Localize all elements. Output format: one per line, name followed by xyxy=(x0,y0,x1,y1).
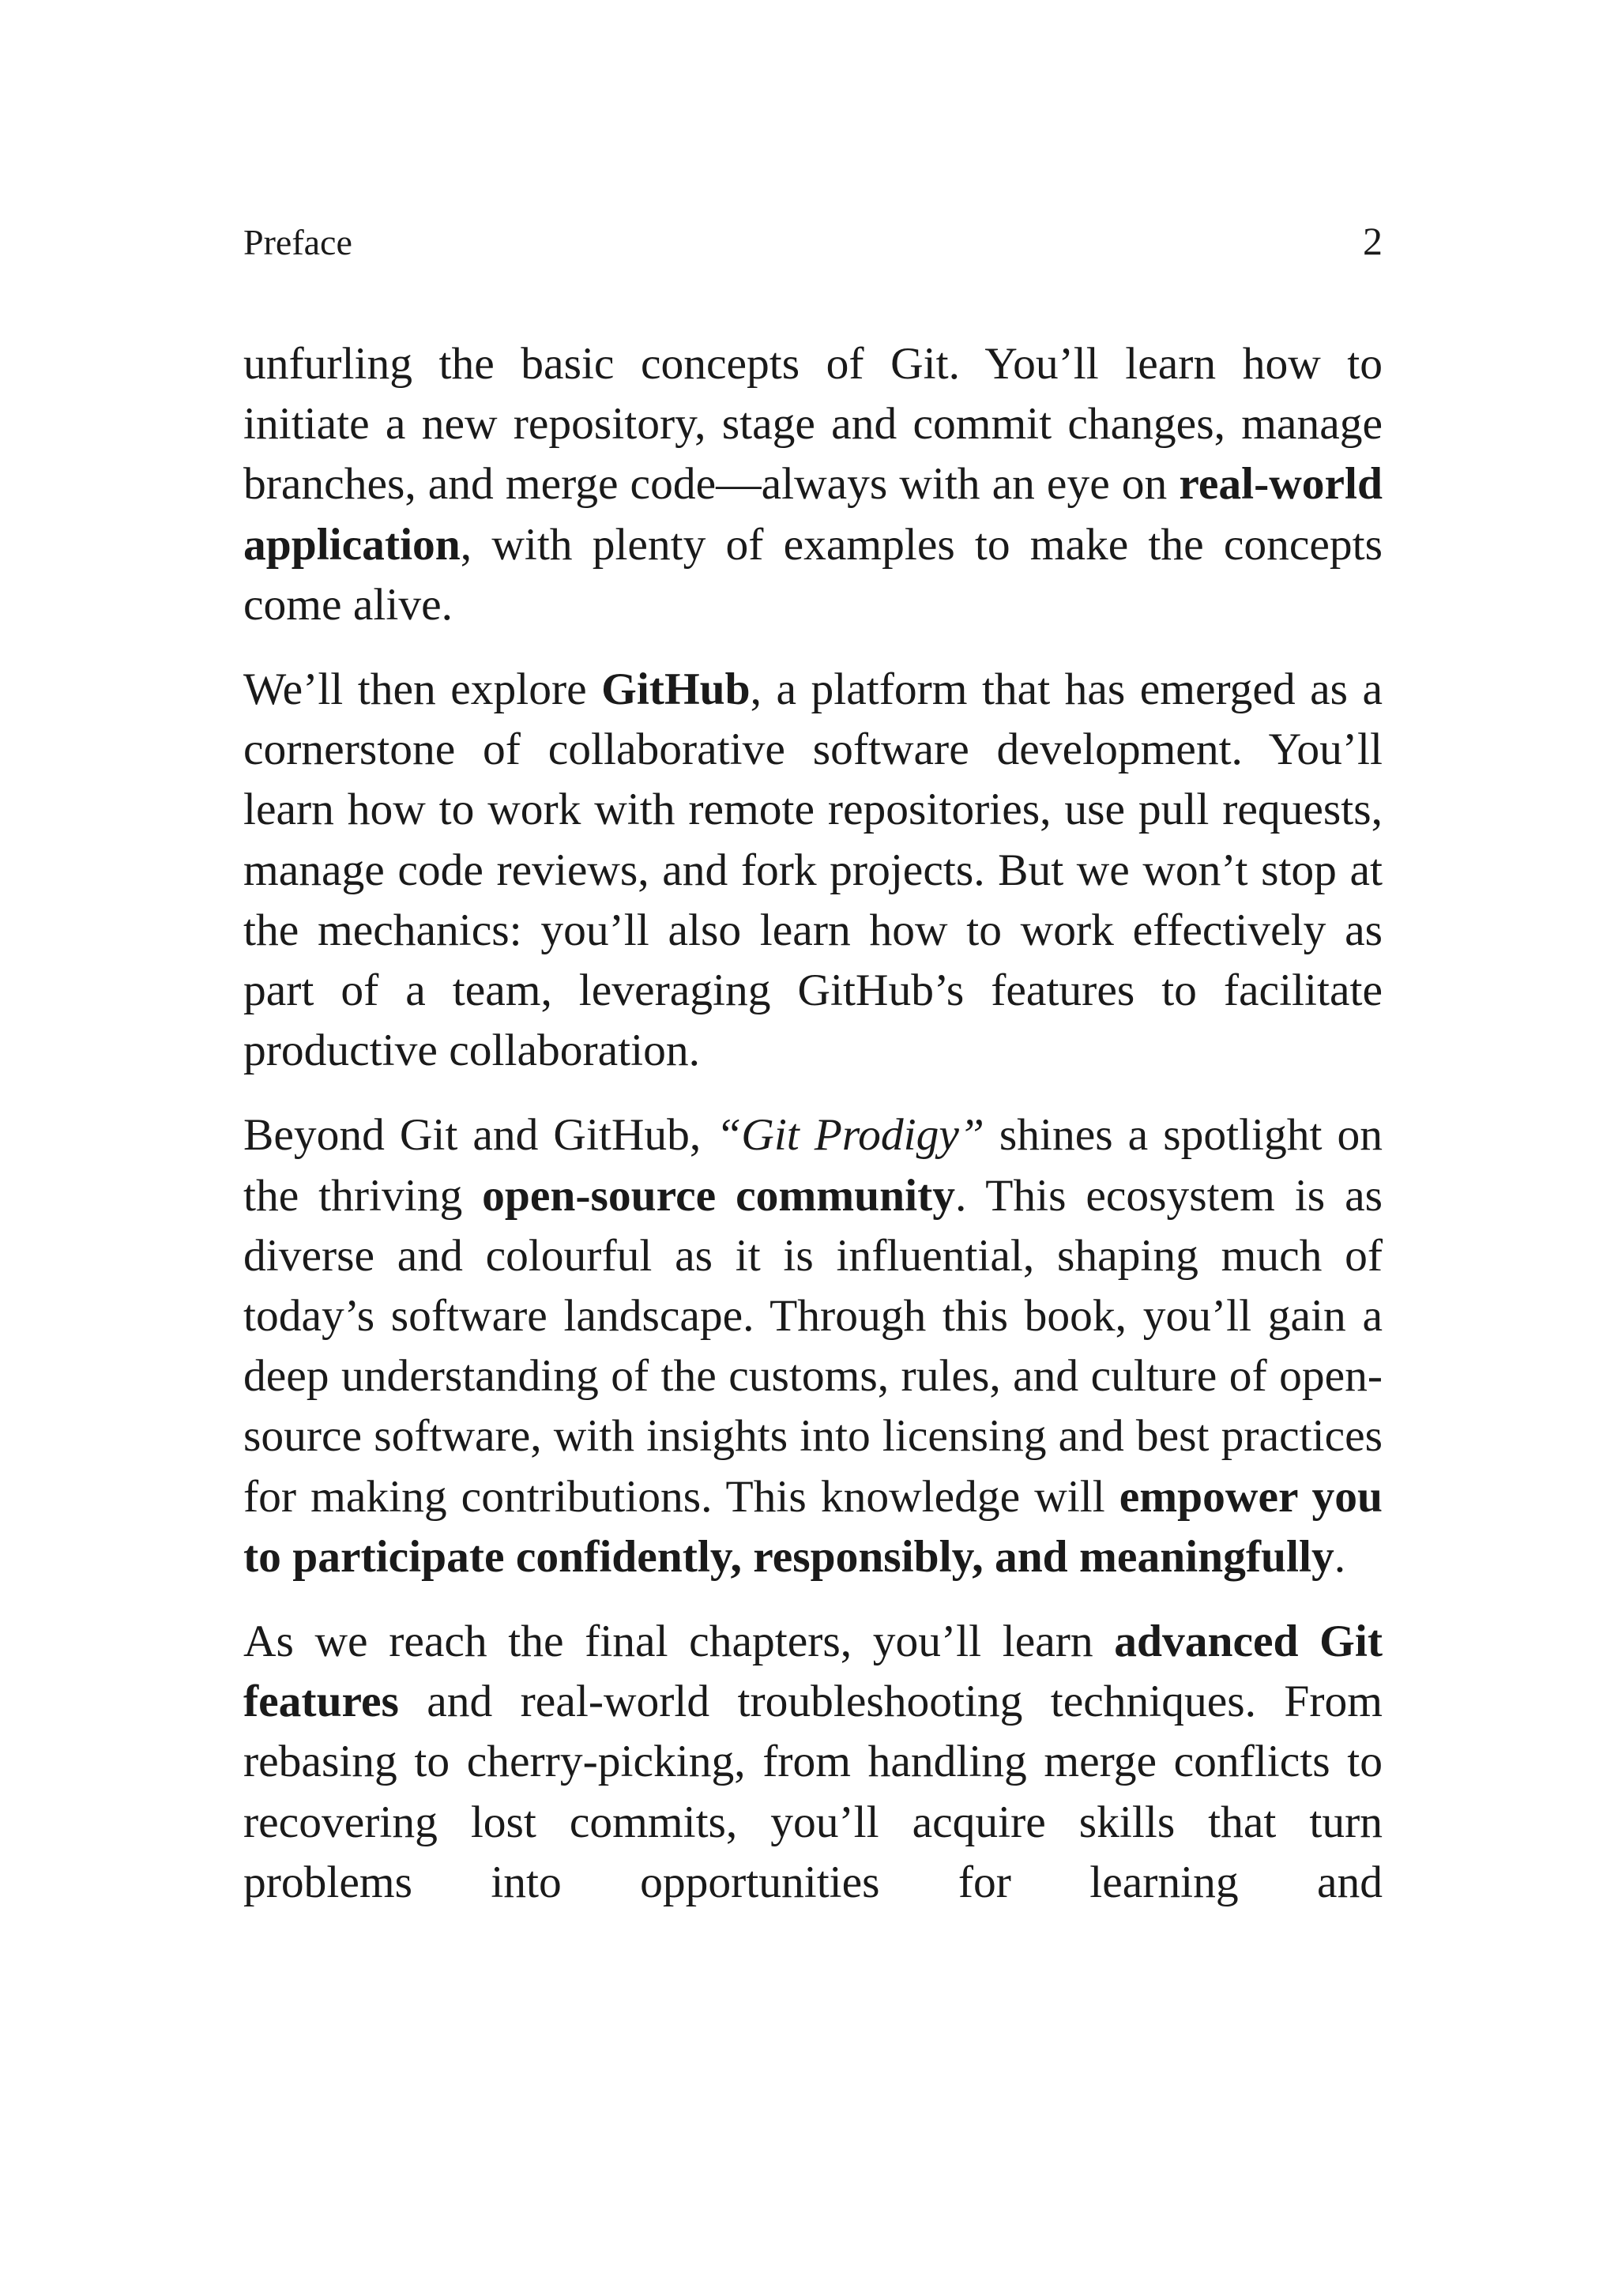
bold-punctuation: , xyxy=(972,1531,995,1582)
bold-phrase: GitHub xyxy=(601,664,751,715)
page-number: 2 xyxy=(1363,219,1383,263)
body-text xyxy=(243,334,1383,1937)
bold-punctuation: , xyxy=(730,1531,754,1582)
text-run: Beyond Git and GitHub, xyxy=(243,1110,717,1161)
bold-phrase: open-source community xyxy=(482,1170,955,1221)
text-run: We’ll then explore xyxy=(243,664,602,715)
text-run: and real-world troubleshooting techniques. From rebasing to cherry-picking, from handling merge conflicts to recovering lost commits, you’ll acquire skills that turn problems into opportunities for learning and xyxy=(243,1677,1383,1907)
running-header xyxy=(243,217,1383,265)
text-run: unfurling the basic concepts of Git. You’ll learn how to initiate a new repository, stage and commit changes, manage branches, and merge code—always with an eye on xyxy=(243,339,1383,510)
bold-phrase: and meaningfully xyxy=(994,1531,1334,1582)
paragraph xyxy=(243,660,1383,1081)
text-run: . This ecosystem is as diverse and colourful as it is influential, shaping much of today’s software landscape. Through this book, you’ll gain a deep understanding of the customs, rules, and culture of open-source software, with insights into licensing and best practices for making contributions. This knowledge will xyxy=(243,1170,1383,1522)
bold-phrase: real-world application xyxy=(243,459,1383,570)
paragraph xyxy=(243,1612,1383,1913)
bold-phrase: responsibly xyxy=(753,1531,973,1582)
text-run: , with plenty of examples to make the concepts come alive. xyxy=(243,519,1383,630)
text-run: As we reach the final chapters, you’ll learn xyxy=(243,1617,1115,1667)
italic-title: “Git Prodigy” xyxy=(716,1110,984,1161)
bold-phrase: empower you to participate confidently xyxy=(243,1471,1383,1582)
text-run: . xyxy=(1334,1531,1346,1582)
paragraph xyxy=(243,334,1383,635)
text-run: , a platform that has emerged as a cornerstone of collaborative software development. You’ll learn how to work with remote repositories, use pull requests, manage code reviews, and fork projects. But we won’t stop at the mechanics: you’ll also learn how to work effectively as part of a team, leveraging GitHub’s features to facilitate productive collaboration. xyxy=(243,664,1383,1076)
section-title: Preface xyxy=(243,222,352,262)
bold-phrase: advanced Git features xyxy=(243,1617,1383,1727)
paragraph xyxy=(243,1105,1383,1587)
text-run: shines a spotlight on the thriving xyxy=(243,1110,1383,1221)
